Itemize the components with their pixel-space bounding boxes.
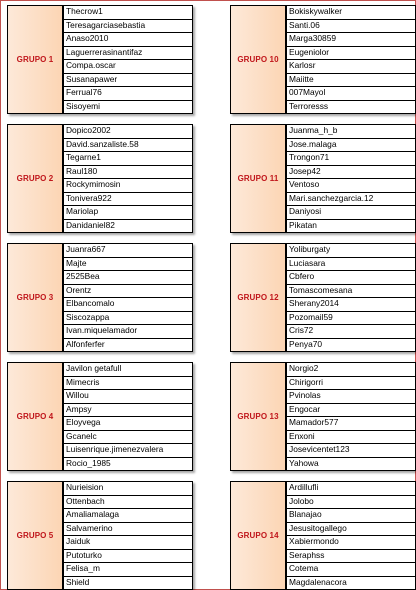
group-member-cell: Jaiduk	[63, 536, 193, 550]
group-member-cell: Penya70	[286, 339, 416, 353]
group-member-cell: Cbfero	[286, 271, 416, 285]
group-block	[7, 481, 193, 590]
group-member-list	[286, 5, 416, 114]
group-member-cell: Compa.oscar	[63, 60, 193, 74]
group-member-cell: Anaso2010	[63, 33, 193, 47]
group-member-cell: Majte	[63, 258, 193, 272]
group-member-cell: 007Mayol	[286, 87, 416, 101]
group-member-list	[286, 124, 416, 233]
group-label: GRUPO 4	[7, 362, 63, 471]
group-member-cell: Maiitte	[286, 74, 416, 88]
group-member-cell: Dopico2002	[63, 125, 193, 139]
group-member-cell: Gcanelc	[63, 431, 193, 445]
group-label: GRUPO 2	[7, 124, 63, 233]
group-member-cell: Ventoso	[286, 179, 416, 193]
group-label: GRUPO 12	[230, 243, 286, 352]
group-label: GRUPO 3	[7, 243, 63, 352]
group-member-list	[63, 362, 193, 471]
group-member-cell: Alfonferfer	[63, 339, 193, 353]
group-member-cell: Siscozappa	[63, 312, 193, 326]
group-label: GRUPO 1	[7, 5, 63, 114]
group-member-cell: Mari.sanchezgarcia.12	[286, 193, 416, 207]
group-member-cell: Josep42	[286, 166, 416, 180]
group-member-list	[286, 243, 416, 352]
group-member-cell: Eloyvega	[63, 417, 193, 431]
group-block	[7, 124, 193, 233]
group-member-cell: Laguerrerasinantifaz	[63, 47, 193, 61]
group-member-cell: Willou	[63, 390, 193, 404]
group-member-cell: Yoliburgaty	[286, 244, 416, 258]
group-member-cell: Orentz	[63, 285, 193, 299]
group-label: GRUPO 11	[230, 124, 286, 233]
group-block	[230, 362, 416, 471]
group-member-cell: Pvinolas	[286, 390, 416, 404]
group-member-cell: Trongon71	[286, 152, 416, 166]
group-member-cell: Mimecris	[63, 377, 193, 391]
group-member-cell: Magdalenacora	[286, 577, 416, 590]
group-block	[7, 5, 193, 114]
group-member-cell: David.sanzaliste.58	[63, 139, 193, 153]
group-member-list	[63, 481, 193, 590]
group-member-cell: Jose.malaga	[286, 139, 416, 153]
group-member-cell: Engocar	[286, 404, 416, 418]
group-member-cell: 2525Bea	[63, 271, 193, 285]
group-member-cell: Seraphss	[286, 550, 416, 564]
group-member-cell: Thecrow1	[63, 6, 193, 20]
group-member-cell: Xabiermondo	[286, 536, 416, 550]
group-member-cell: Juanra667	[63, 244, 193, 258]
group-member-cell: Teresagarciasebastia	[63, 20, 193, 34]
group-member-cell: Sherany2014	[286, 298, 416, 312]
group-block	[7, 362, 193, 471]
group-member-cell: Nurieision	[63, 482, 193, 496]
group-member-cell: Cris72	[286, 325, 416, 339]
group-member-list	[63, 243, 193, 352]
group-label: GRUPO 10	[230, 5, 286, 114]
group-label: GRUPO 13	[230, 362, 286, 471]
group-member-cell: Felisa_m	[63, 563, 193, 577]
group-member-list	[63, 5, 193, 114]
group-member-cell: Josevicentet123	[286, 444, 416, 458]
group-member-cell: Karlosr	[286, 60, 416, 74]
group-member-cell: Ampsy	[63, 404, 193, 418]
group-member-cell: Rockymimosin	[63, 179, 193, 193]
group-member-cell: Bokiskywalker	[286, 6, 416, 20]
group-member-cell: Cotema	[286, 563, 416, 577]
group-member-cell: Mariolap	[63, 206, 193, 220]
group-member-cell: Luciasara	[286, 258, 416, 272]
group-member-cell: Danidaniel82	[63, 220, 193, 234]
group-member-list	[286, 362, 416, 471]
group-member-cell: Pikatan	[286, 220, 416, 234]
group-member-cell: Rocio_1985	[63, 458, 193, 472]
group-member-cell: Eugeniolor	[286, 47, 416, 61]
group-member-cell: Ferrual76	[63, 87, 193, 101]
group-member-cell: Tomascomesana	[286, 285, 416, 299]
group-member-cell: Sisoyemi	[63, 101, 193, 115]
group-label: GRUPO 5	[7, 481, 63, 590]
group-member-cell: Raul180	[63, 166, 193, 180]
group-member-cell: Tonivera922	[63, 193, 193, 207]
group-member-cell: Norgio2	[286, 363, 416, 377]
group-member-cell: Javilon getafull	[63, 363, 193, 377]
group-block	[230, 481, 416, 590]
group-member-cell: Yahowa	[286, 458, 416, 472]
group-member-cell: Chirigorri	[286, 377, 416, 391]
group-member-cell: Marga30859	[286, 33, 416, 47]
group-member-cell: Santi.06	[286, 20, 416, 34]
group-member-cell: Amaliamalaga	[63, 509, 193, 523]
group-member-cell: Shield	[63, 577, 193, 590]
group-member-cell: Putoturko	[63, 550, 193, 564]
group-label: GRUPO 14	[230, 481, 286, 590]
group-member-cell: Tegarne1	[63, 152, 193, 166]
group-member-cell: Mamador577	[286, 417, 416, 431]
group-member-cell: Susanapawer	[63, 74, 193, 88]
group-member-cell: Jesusitogallego	[286, 523, 416, 537]
group-member-cell: Enxoni	[286, 431, 416, 445]
group-member-cell: Blanajao	[286, 509, 416, 523]
group-member-cell: Daniyosi	[286, 206, 416, 220]
group-block	[230, 5, 416, 114]
group-member-cell: Ivan.miquelamador	[63, 325, 193, 339]
group-member-list	[63, 124, 193, 233]
group-member-cell: Pozomail59	[286, 312, 416, 326]
group-member-cell: Terroresss	[286, 101, 416, 115]
group-member-cell: Juanma_h_b	[286, 125, 416, 139]
group-member-list	[286, 481, 416, 590]
group-member-cell: Jolobo	[286, 496, 416, 510]
group-member-cell: Luisenrique.jimenezvalera	[63, 444, 193, 458]
group-member-cell: Salvamerino	[63, 523, 193, 537]
group-member-cell: Ardillufli	[286, 482, 416, 496]
group-member-cell: Elbancomalo	[63, 298, 193, 312]
group-block	[230, 243, 416, 352]
group-member-cell: Ottenbach	[63, 496, 193, 510]
group-block	[7, 243, 193, 352]
group-block	[230, 124, 416, 233]
